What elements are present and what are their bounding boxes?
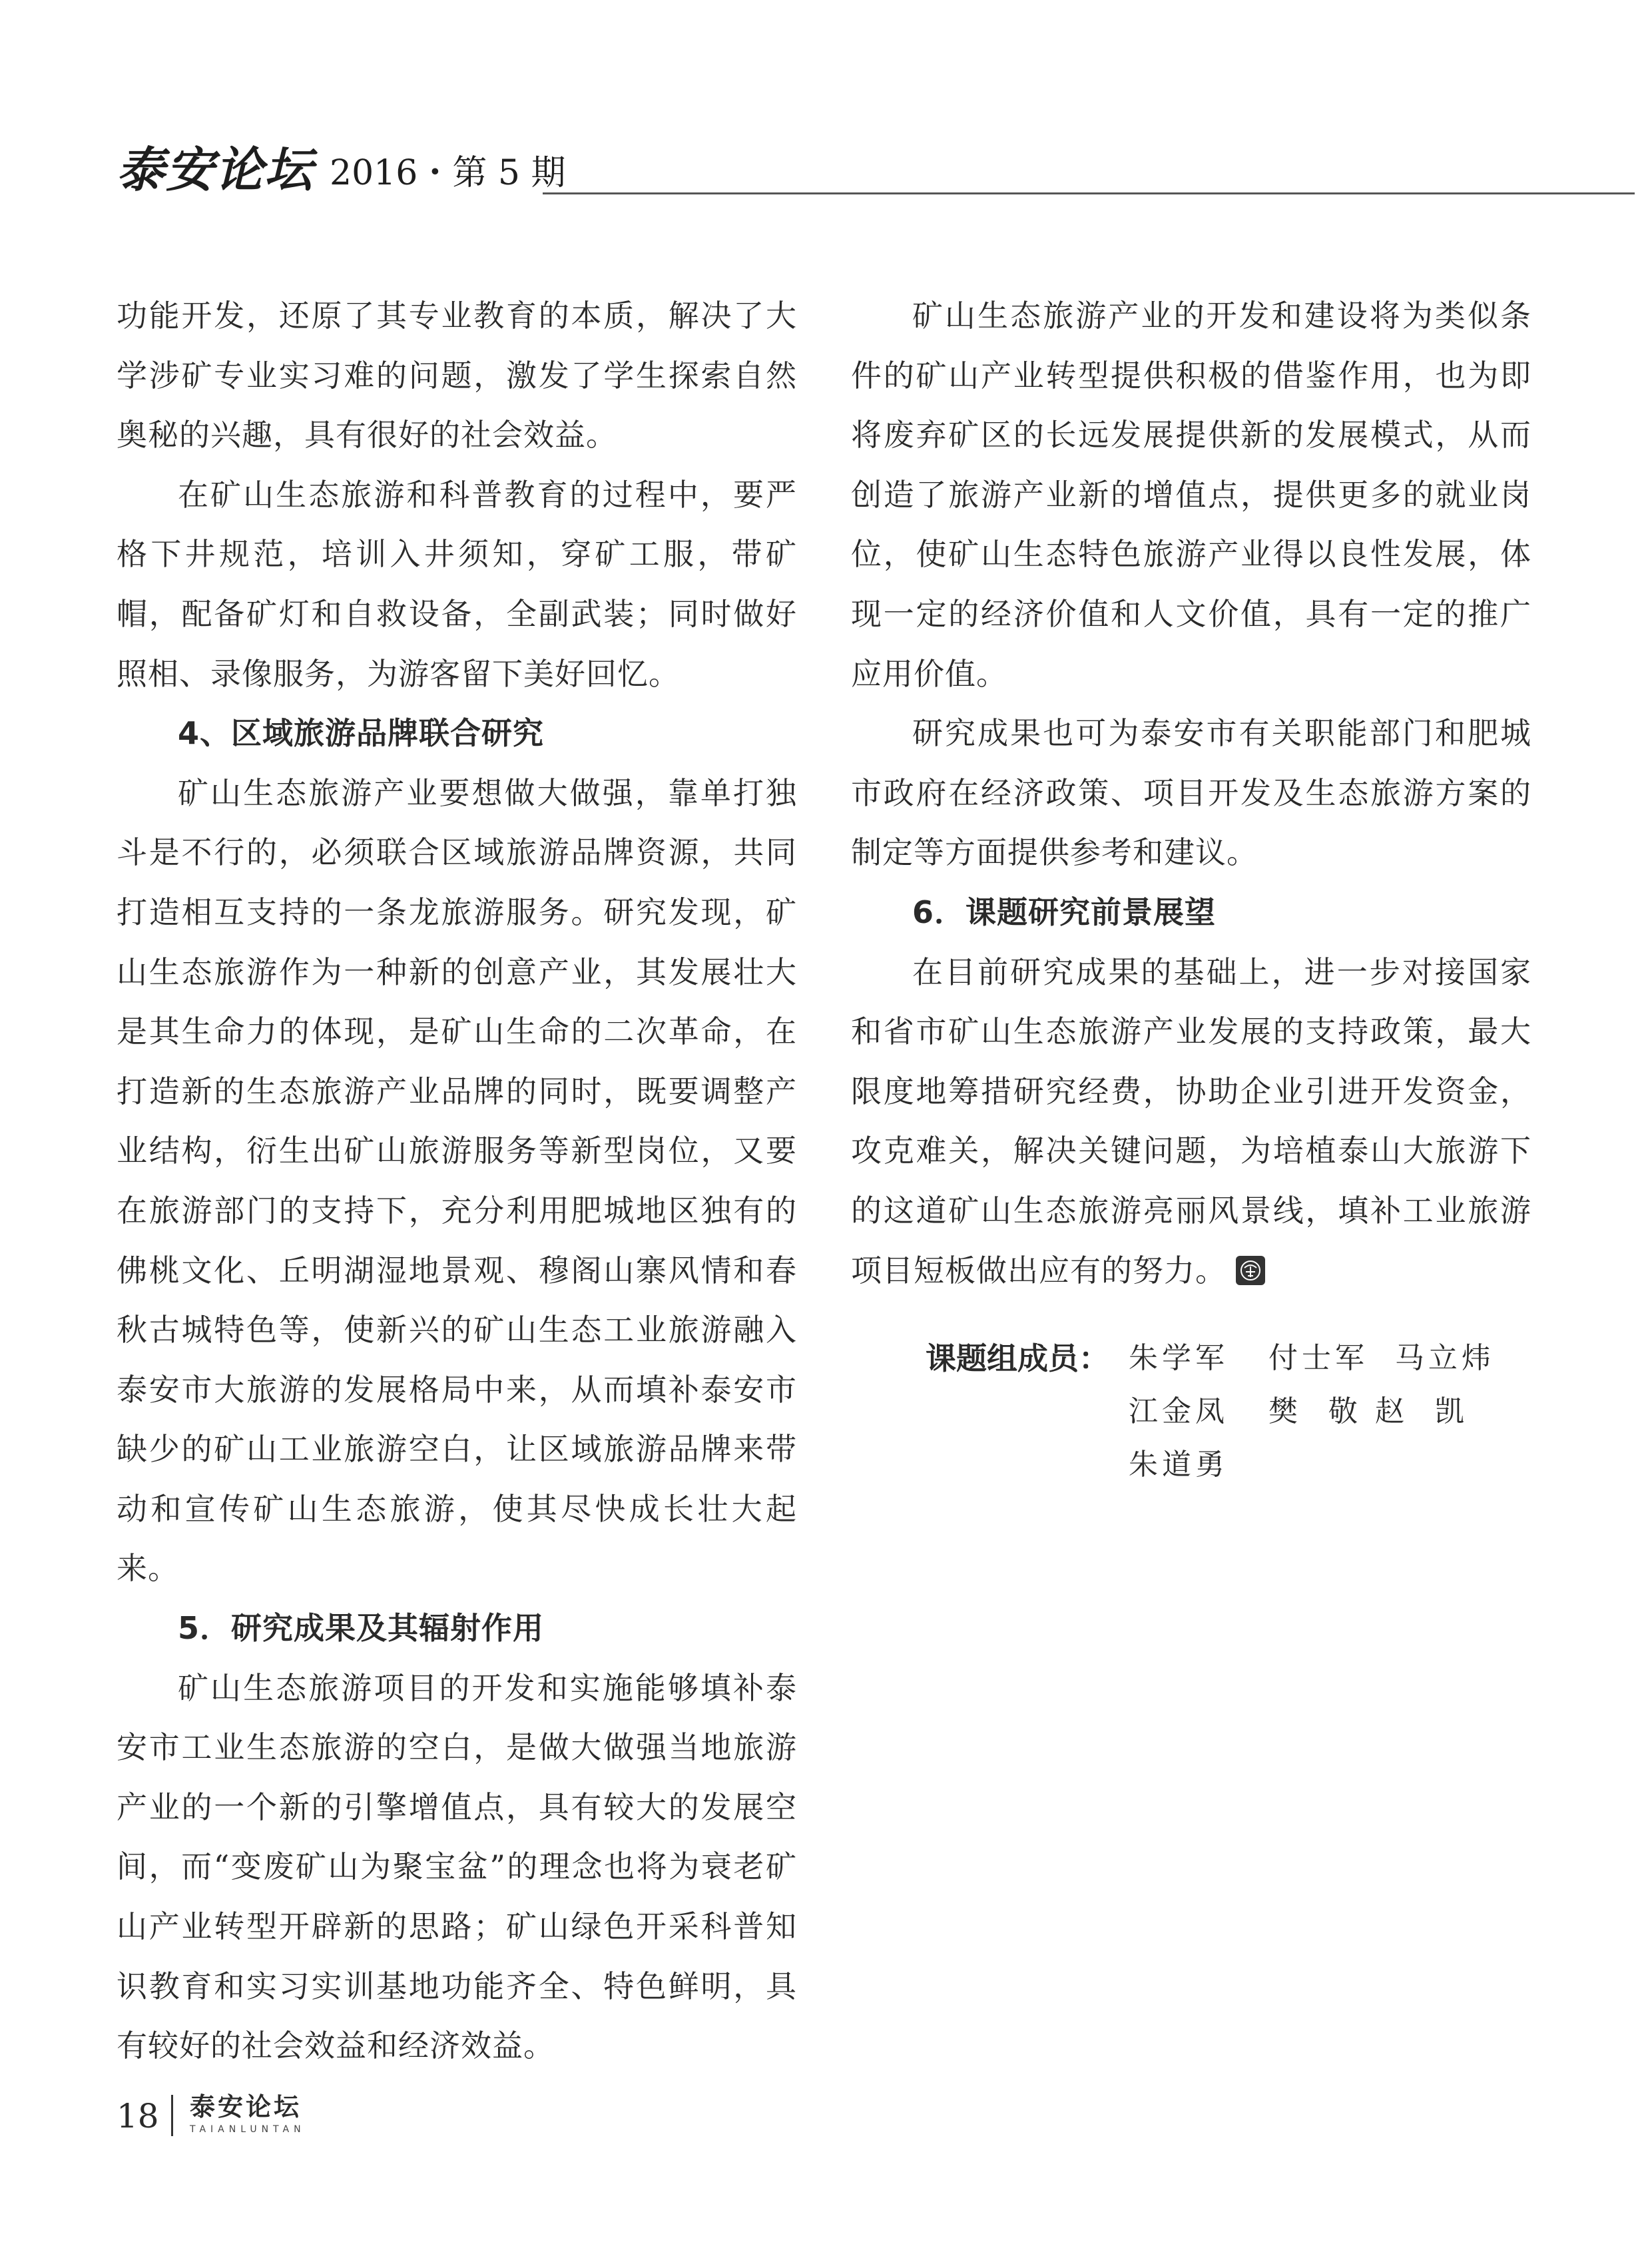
paragraph-text: 在目前研究成果的基础上，进一步对接国家和省市矿山生态旅游产业发展的支持政策，最大限度地筹措研究经费，协助企业引进开发资金，攻克难关，解决关键问题，为培植泰山大旅游下的这道矿山生态旅游亮丽风景线，填补工业旅游项目短板做出应有的努力。 [851, 954, 1531, 1288]
journal-logo: 泰安论坛 [117, 141, 314, 198]
page-footer [117, 2091, 516, 2151]
issue-label: 2016・第 5 期 [330, 153, 566, 193]
footer-divider [171, 2095, 173, 2136]
section-heading [851, 883, 1531, 943]
members-label: 课题组成员： [926, 1340, 1109, 1376]
paragraph [117, 286, 797, 465]
paragraph-text: 矿山生态旅游产业要想做大做强，靠单打独斗是不行的，必须联合区域旅游品牌资源，共同打造相互支持的一条龙旅游服务。研究发现，矿山生态旅游作为一种新的创意产业，其发展壮大是其生命力的体现，是矿山生命的二次革命，在打造新的生态旅游产业品牌的同时，既要调整产业结构，衍生出矿山旅游服务等新型岗位，又要在旅游部门的支持下，充分利用肥城地区独有的佛桃文化、丘明湖湿地景观、穆阁山寨风情和春秋古城特色等，使新兴的矿山生态工业旅游融入泰安市大旅游的发展格局中来，从而填补泰安市缺少的矿山工业旅游空白，让区域旅游品牌来带动和宣传矿山生态旅游，使其尽快成长壮大起来。 [117, 774, 797, 1587]
section-heading-text: 6．课题研究前景展望 [912, 894, 1217, 930]
footer-brand: 泰安论坛 [190, 2092, 302, 2121]
section-heading-text: 5．研究成果及其辐射作用 [178, 1610, 545, 1647]
paragraph-text: 在矿山生态旅游和科普教育的过程中，要严格下井规范，培训入井须知，穿矿工服，带矿帽，配备矿灯和自救设备，全副武装；同时做好照相、录像服务，为游客留下美好回忆。 [117, 476, 797, 692]
left-column [117, 286, 797, 2076]
paragraph [117, 764, 797, 1599]
paragraph-text: 矿山生态旅游产业的开发和建设将为类似条件的矿山产业转型提供积极的借鉴作用，也为即将废弃矿区的长远发展提供新的发展模式，从而创造了旅游产业新的增值点，提供更多的就业岗位，使矿山生态特色旅游产业得以良性发展，体现一定的经济价值和人文价值，具有一定的推广应用价值。 [851, 298, 1531, 692]
paragraph [851, 704, 1531, 883]
paragraph [851, 943, 1531, 1301]
footer-brand-en: TAIANLUNTAN [190, 2124, 306, 2135]
paragraph-text: 功能开发，还原了其专业教育的本质，解决了大学涉矿专业实习难的问题，激发了学生探索自然奥秘的兴趣，具有很好的社会效益。 [117, 298, 797, 453]
section-heading [117, 704, 797, 764]
section-heading [117, 1599, 797, 1659]
paragraph [851, 286, 1531, 704]
header-rule [543, 192, 1635, 194]
page-number: 18 [117, 2097, 159, 2135]
members-row: 朱学军 付士军 马立炜 [1129, 1341, 1495, 1375]
section-heading-text: 4、区域旅游品牌联合研究 [178, 715, 545, 752]
paragraph [117, 1659, 797, 2076]
paragraph-text: 研究成果也可为泰安市有关职能部门和肥城市政府在经济政策、项目开发及生态旅游方案的制定等方面提供参考和建议。 [851, 715, 1531, 871]
article-end-seal-icon [1236, 1256, 1265, 1285]
paragraph [117, 465, 797, 704]
page-header [110, 143, 1528, 203]
members-list [1129, 1332, 1495, 1492]
members-row: 江金凤 樊 敬 赵 凯 [1129, 1394, 1468, 1428]
right-column [851, 286, 1531, 1300]
paragraph-text: 矿山生态旅游项目的开发和实施能够填补泰安市工业生态旅游的空白，是做大做强当地旅游产业的一个新的引擎增值点，具有较大的发展空间，而“变废矿山为聚宝盆”的理念也将为衰老矿山产业转型开辟新的思路；矿山绿色开采科普知识教育和实习实训基地功能齐全、特色鲜明，具有较好的社会效益和经济效益。 [117, 1669, 797, 2064]
members-row: 朱道勇 [1129, 1448, 1229, 1482]
